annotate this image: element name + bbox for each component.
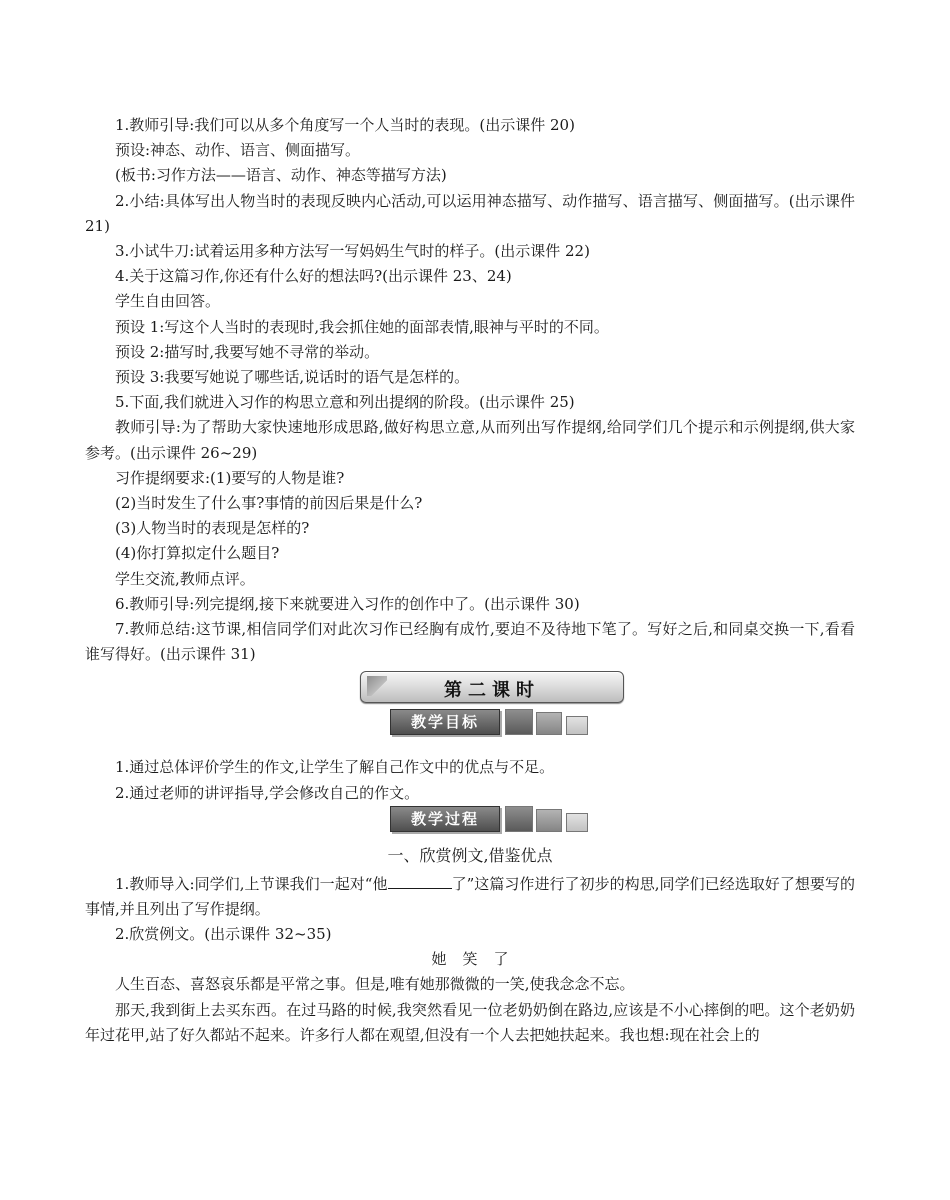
- document-page: [85, 113, 855, 1048]
- paragraph: 3.小试牛刀:试着运用多种方法写一写妈妈生气时的样子。(出示课件 22): [115, 242, 590, 261]
- paragraph: 4.关于这篇习作,你还有什么好的想法吗?(出示课件 23、24): [115, 267, 512, 286]
- paragraph: 预设 1:写这个人当时的表现时,我会抓住她的面部表情,眼神与平时的不同。: [115, 317, 609, 336]
- paragraph: 1.教师引导:我们可以从多个角度写一个人当时的表现。(出示课件 20): [115, 116, 575, 134]
- paragraph: (4)你打算拟定什么题目?: [115, 544, 280, 563]
- sample-essay: [85, 972, 855, 1048]
- goals-tag: 教学目标: [390, 709, 500, 735]
- goals-tag-row: [390, 709, 855, 737]
- decorative-square: [566, 813, 588, 832]
- teaching-goals: [85, 755, 855, 805]
- paragraph: 预设 3:我要写她说了哪些话,说话时的语气是怎样的。: [115, 368, 470, 387]
- paragraph: (2)当时发生了什么事?事情的前因后果是什么?: [115, 494, 423, 513]
- lesson-title: 第二课时: [444, 680, 540, 702]
- paragraph: [85, 872, 855, 922]
- lesson-one-continuation: [85, 113, 855, 667]
- essay-paragraph: 人生百态、喜怒哀乐都是平常之事。但是,唯有她那微微的一笑,使我念念不忘。: [115, 975, 635, 994]
- fill-in-blank: [388, 874, 452, 889]
- paragraph: (板书:习作方法——语言、动作、神态等描写方法): [115, 166, 447, 185]
- paragraph: 学生自由回答。: [115, 292, 221, 311]
- decorative-square: [566, 716, 588, 735]
- intro-text: 了”这篇习作进行了初步的构思,同学们已经选取好了想要写的事情,并且列出了写作提纲。: [85, 874, 855, 919]
- lesson-banner: [360, 671, 624, 703]
- paragraph: 学生交流,教师点评。: [115, 569, 255, 588]
- decorative-square: [536, 809, 562, 832]
- process-tag-row: [390, 806, 855, 834]
- paragraph: 教师引导:为了帮助大家快速地形成思路,做好构思立意,从而列出写作提纲,给同学们几个提示和示例提纲,供大家参考。(出示课件 26~29): [85, 418, 855, 462]
- process-tag: 教学过程: [390, 806, 500, 832]
- goal-item: 1.通过总体评价学生的作文,让学生了解自己作文中的优点与不足。: [115, 758, 555, 777]
- goal-item: 2.通过老师的讲评指导,学会修改自己的作文。: [115, 783, 420, 802]
- section-heading: 一、欣赏例文,借鉴优点: [387, 845, 553, 865]
- essay-title: 她笑了: [431, 950, 525, 969]
- paragraph: 7.教师总结:这节课,相信同学们对此次习作已经胸有成竹,要迫不及待地下笔了。写好之后,和同桌交换一下,看看谁写得好。(出示课件 31): [85, 620, 855, 664]
- paragraph: 预设:神态、动作、语言、侧面描写。: [115, 141, 361, 160]
- paragraph: 5.下面,我们就进入习作的构思立意和列出提纲的阶段。(出示课件 25): [115, 393, 575, 412]
- paragraph: (3)人物当时的表现是怎样的?: [115, 519, 310, 538]
- intro-text: 1.教师导入:同学们,上节课我们一起对“他: [115, 874, 388, 893]
- decorative-square: [536, 712, 562, 735]
- paragraph: 2.小结:具体写出人物当时的表现反映内心活动,可以运用神态描写、动作描写、语言描写、侧面描写。(出示课件 21): [85, 191, 855, 235]
- paragraph: 习作提纲要求:(1)要写的人物是谁?: [115, 468, 345, 487]
- decorative-square: [505, 709, 533, 735]
- essay-paragraph: 那天,我到街上去买东西。在过马路的时候,我突然看见一位老奶奶倒在路边,应该是不小心摔倒的吧。这个老奶奶年过花甲,站了好久都站不起来。许多行人都在观望,但没有一个人去把她扶起来。我也想:现在社会上的: [85, 1000, 855, 1044]
- decorative-square: [505, 806, 533, 832]
- paragraph: 预设 2:描写时,我要写她不寻常的举动。: [115, 342, 380, 361]
- teaching-process: [85, 872, 855, 948]
- paragraph: 6.教师引导:列完提纲,接下来就要进入习作的创作中了。(出示课件 30): [115, 594, 580, 613]
- paragraph: 2.欣赏例文。(出示课件 32~35): [115, 925, 332, 944]
